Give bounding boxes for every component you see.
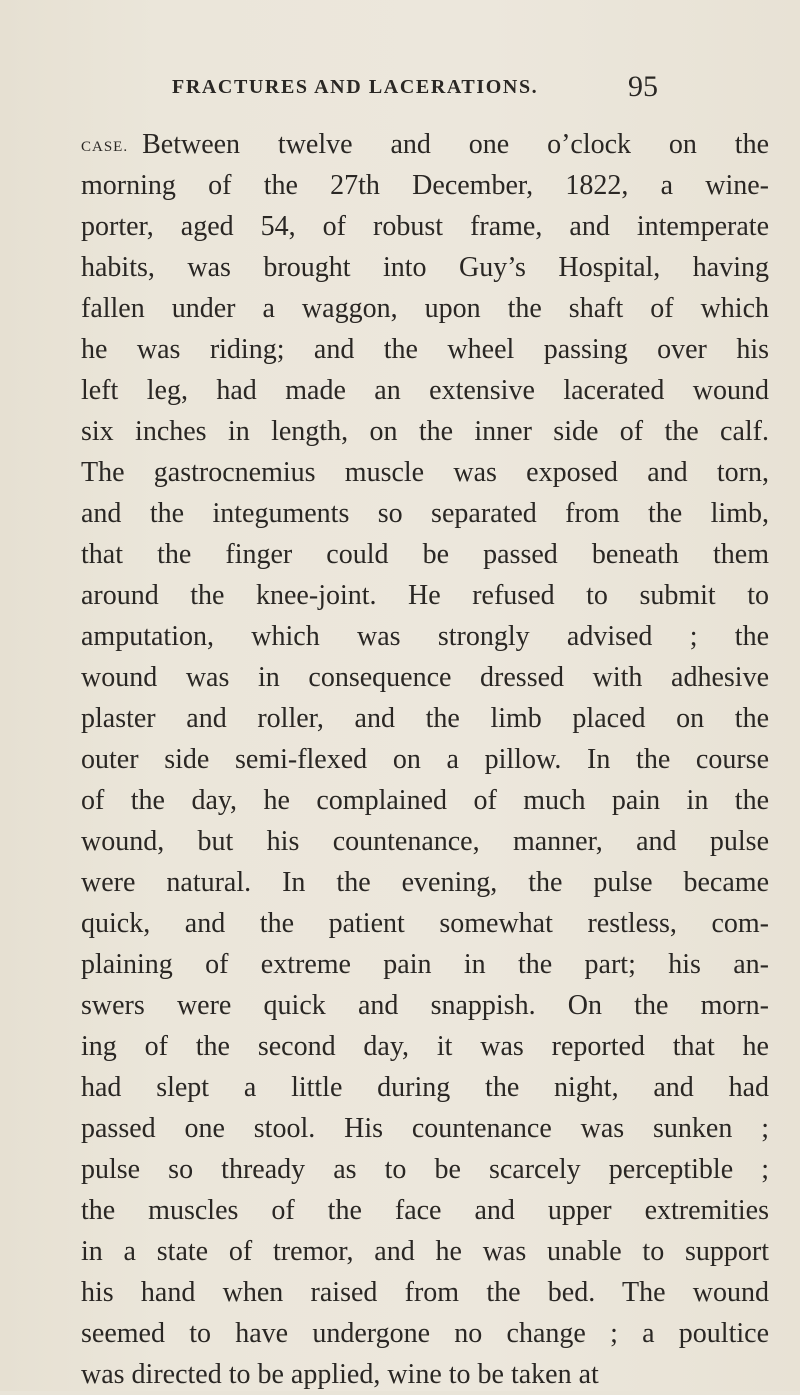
running-title: FRACTURES AND LACERATIONS. (172, 76, 539, 98)
text-line: plaining of extreme pain in the part; his an- (81, 949, 769, 980)
text-line: pulse so thready as to be scarcely perceptible ; (81, 1154, 769, 1185)
text-line: ing of the second day, it was reported that he (81, 1031, 769, 1062)
text-line: wound was in consequence dressed with adhesive (81, 662, 769, 693)
first-line-text: Between twelve and one o’clock on the (142, 129, 769, 160)
text-line: wound, but his countenance, manner, and pulse (81, 826, 769, 857)
text-line: seemed to have undergone no change ; a poultice (81, 1318, 769, 1349)
text-line: around the knee-joint. He refused to submit to (81, 580, 769, 611)
text-line: quick, and the patient somewhat restless, com- (81, 908, 769, 939)
text-line: fallen under a waggon, upon the shaft of which (81, 293, 769, 324)
page-number: 95 (628, 70, 658, 103)
text-line: were natural. In the evening, the pulse became (81, 867, 769, 898)
text-line: amputation, which was strongly advised ; the (81, 621, 769, 652)
text-line: and the integuments so separated from the limb, (81, 498, 769, 529)
text-line: outer side semi-flexed on a pillow. In the course (81, 744, 769, 775)
text-line: plaster and roller, and the limb placed on the (81, 703, 769, 734)
text-line-first (81, 124, 769, 165)
text-line: swers were quick and snappish. On the morn- (81, 990, 769, 1021)
body-text (81, 124, 769, 1395)
case-label: CASE. (81, 139, 129, 155)
text-line: left leg, had made an extensive lacerated wound (81, 375, 769, 406)
text-line-last: was directed to be applied, wine to be taken at (81, 1359, 599, 1390)
text-line: of the day, he complained of much pain in the (81, 785, 769, 816)
text-line: had slept a little during the night, and had (81, 1072, 769, 1103)
text-line: his hand when raised from the bed. The wound (81, 1277, 769, 1308)
text-line: passed one stool. His countenance was sunken ; (81, 1113, 769, 1144)
running-header (172, 76, 582, 99)
text-line: habits, was brought into Guy’s Hospital, having (81, 252, 769, 283)
text-line: in a state of tremor, and he was unable to support (81, 1236, 769, 1267)
text-line: porter, aged 54, of robust frame, and intemperate (81, 211, 769, 242)
text-line: The gastrocnemius muscle was exposed and torn, (81, 457, 769, 488)
text-line: that the finger could be passed beneath them (81, 539, 769, 570)
text-line: morning of the 27th December, 1822, a wine- (81, 170, 769, 201)
text-line: six inches in length, on the inner side of the calf. (81, 416, 769, 447)
text-line: the muscles of the face and upper extremities (81, 1195, 769, 1226)
text-line: he was riding; and the wheel passing over his (81, 334, 769, 365)
